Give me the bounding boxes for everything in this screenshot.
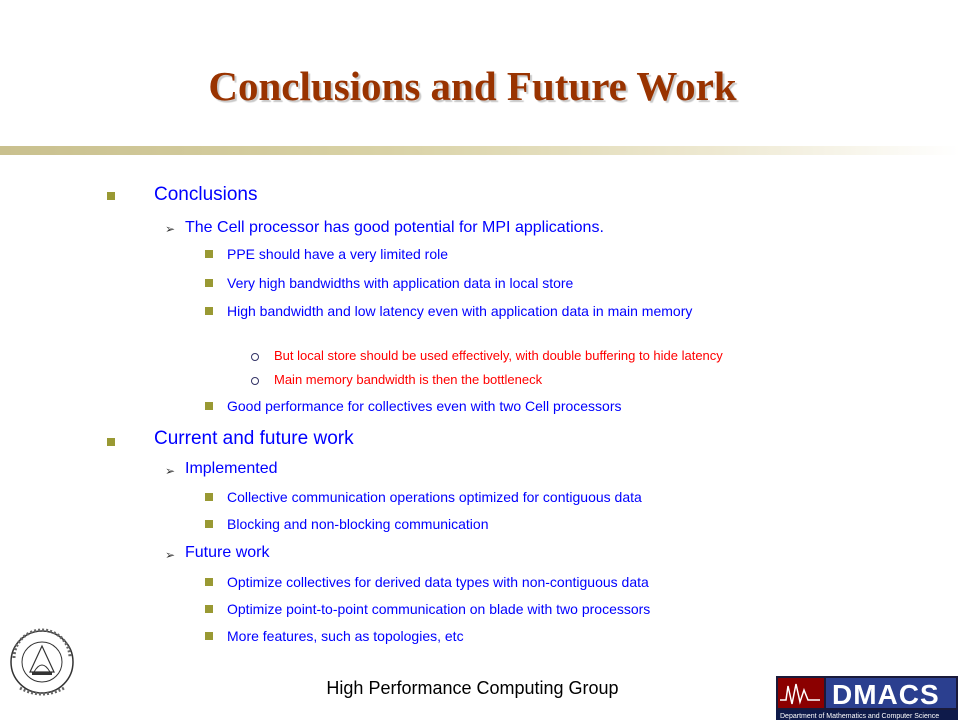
svg-text:DMACS: DMACS <box>832 679 940 710</box>
bullet-square-icon <box>107 192 115 200</box>
conclusion-point: The Cell processor has good potential for MPI applications. <box>185 219 604 236</box>
arrow-bullet-icon: ➢ <box>165 548 176 562</box>
bullet-square-icon <box>205 250 213 258</box>
bullet-square-icon <box>205 493 213 501</box>
svg-text:Department of Mathematics and: Department of Mathematics and Computer Science <box>780 713 940 720</box>
implemented-label: Implemented <box>185 460 278 477</box>
future-work-label: Future work <box>185 544 270 561</box>
list-item: Optimize collectives for derived data types with non-contiguous data <box>227 574 649 590</box>
bullet-square-icon <box>205 578 213 586</box>
heading-conclusions: Conclusions <box>154 184 258 205</box>
title-divider <box>0 146 960 155</box>
bullet-square-icon <box>205 605 213 613</box>
bullet-square-icon <box>205 402 213 410</box>
heading-future-work: Current and future work <box>154 428 354 449</box>
bullet-square-icon <box>205 632 213 640</box>
list-item: Collective communication operations optimized for contiguous data <box>227 489 642 505</box>
sub-list-item: Main memory bandwidth is then the bottleneck <box>274 372 543 387</box>
list-item: More features, such as topologies, etc <box>227 628 464 644</box>
bullet-square-icon <box>107 438 115 446</box>
bullet-square-icon <box>205 307 213 315</box>
list-item: Blocking and non-blocking communication <box>227 516 489 532</box>
bullet-square-icon <box>205 279 213 287</box>
footer-text: High Performance Computing Group <box>326 678 619 698</box>
arrow-bullet-icon: ➢ <box>165 464 176 478</box>
sub-list-item: But local store should be used effectively, with double buffering to hide latency <box>274 348 723 363</box>
page-title: Conclusions and Future Work <box>208 63 737 109</box>
circle-bullet-icon <box>251 377 259 385</box>
circle-bullet-icon <box>251 353 259 361</box>
list-item: Optimize point-to-point communication on blade with two processors <box>227 601 651 617</box>
list-item: PPE should have a very limited role <box>227 246 448 262</box>
list-item: High bandwidth and low latency even with application data in main memory <box>227 303 693 319</box>
list-item: Very high bandwidths with application data in local store <box>227 275 574 291</box>
arrow-bullet-icon: ➢ <box>165 222 176 236</box>
list-item: Good performance for collectives even with two Cell processors <box>227 398 622 414</box>
bullet-square-icon <box>205 520 213 528</box>
